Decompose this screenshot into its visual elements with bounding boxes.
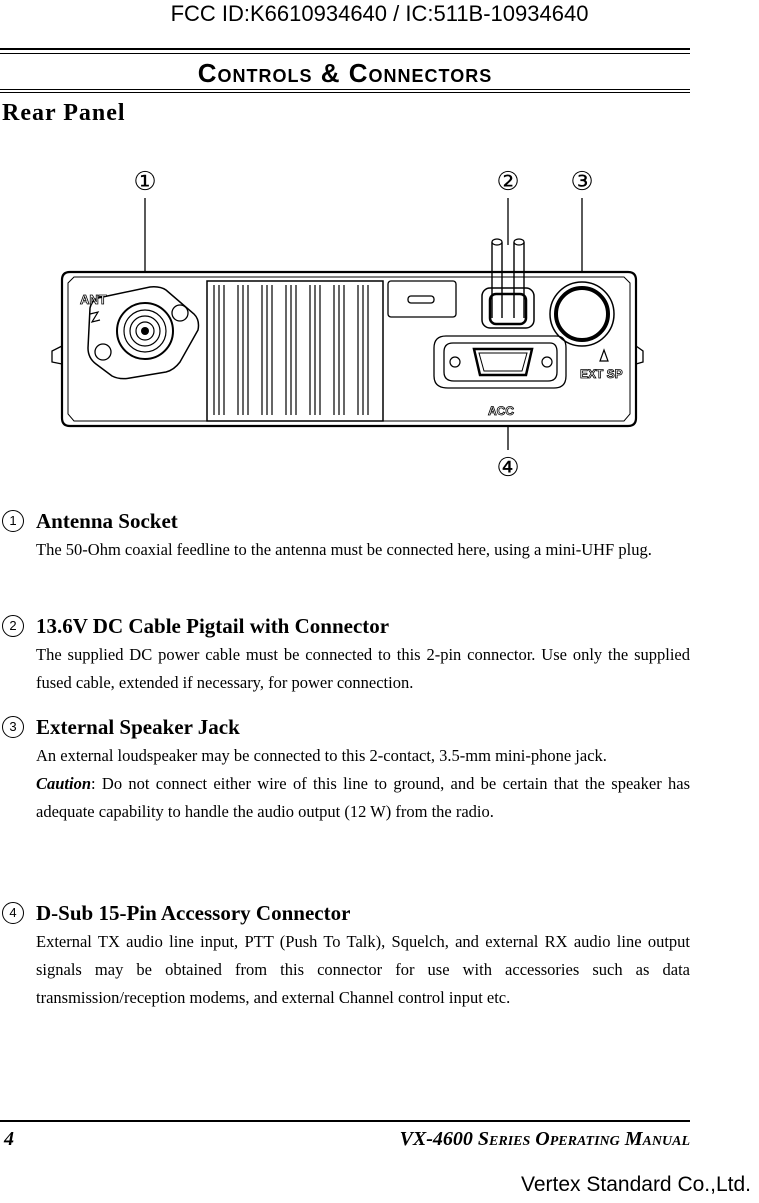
footer bbox=[0, 1128, 690, 1158]
item-antenna-socket bbox=[0, 506, 690, 564]
fcc-id-header: FCC ID:K6610934640 / IC:511B-10934640 bbox=[170, 1, 589, 26]
manual-title: VX-4600 Series Operating Manual bbox=[399, 1128, 690, 1150]
callout-4: ④ bbox=[496, 453, 520, 483]
footer-rule bbox=[0, 1120, 690, 1122]
header-rule-thin bbox=[0, 53, 690, 54]
page-title: Controls & Connectors bbox=[197, 58, 493, 88]
item-body: External TX audio line input, PTT (Push To Talk), Squelch, and external RX audio line output signals may be obtained from this connector for use with accessories such as data transmission/reception modems, and external Channel control input etc. bbox=[36, 932, 690, 1007]
callout-2: ② bbox=[496, 167, 520, 197]
caution-note bbox=[36, 770, 690, 826]
item-body: The 50-Ohm coaxial feedline to the antenna must be connected here, using a mini-UHF plug. bbox=[36, 540, 652, 559]
item-dc-cable bbox=[0, 611, 690, 697]
callout-1: ① bbox=[133, 167, 157, 197]
page-number: 4 bbox=[4, 1128, 14, 1150]
item-number: 2 bbox=[2, 615, 24, 637]
ant-label: ANT bbox=[80, 292, 107, 307]
item-dsub-connector bbox=[0, 898, 690, 1012]
item-body: The supplied DC power cable must be connected to this 2-pin connector. Use only the supplied fused cable, extended if necessary, for power connection. bbox=[36, 645, 690, 692]
item-heading: 13.6V DC Cable Pigtail with Connector bbox=[36, 613, 390, 638]
item-number: 4 bbox=[2, 902, 24, 924]
callout-3: ③ bbox=[570, 167, 594, 197]
rear-panel-diagram bbox=[0, 150, 690, 490]
item-heading: D-Sub 15-Pin Accessory Connector bbox=[36, 900, 351, 925]
acc-label: ACC bbox=[488, 404, 514, 418]
ext-sp-label: EXT SP bbox=[580, 367, 623, 381]
item-heading: Antenna Socket bbox=[36, 508, 178, 533]
vendor-name: Vertex Standard Co.,Ltd. bbox=[521, 1173, 751, 1196]
caution-text: : Do not connect either wire of this line to ground, and be certain that the speaker has adequate capability to handle the audio output (12 W) from the radio. bbox=[36, 774, 690, 821]
item-number: 1 bbox=[2, 510, 24, 532]
caution-label: Caution bbox=[36, 774, 92, 793]
item-external-speaker bbox=[0, 712, 690, 826]
title-rule bbox=[0, 89, 690, 90]
section-title: Rear Panel bbox=[2, 100, 126, 126]
item-body: An external loudspeaker may be connected to this 2-contact, 3.5-mm mini-phone jack. bbox=[36, 746, 607, 765]
title-rule-thin bbox=[0, 92, 690, 93]
header-rule bbox=[0, 48, 690, 50]
item-heading: External Speaker Jack bbox=[36, 714, 240, 739]
item-number: 3 bbox=[2, 716, 24, 738]
